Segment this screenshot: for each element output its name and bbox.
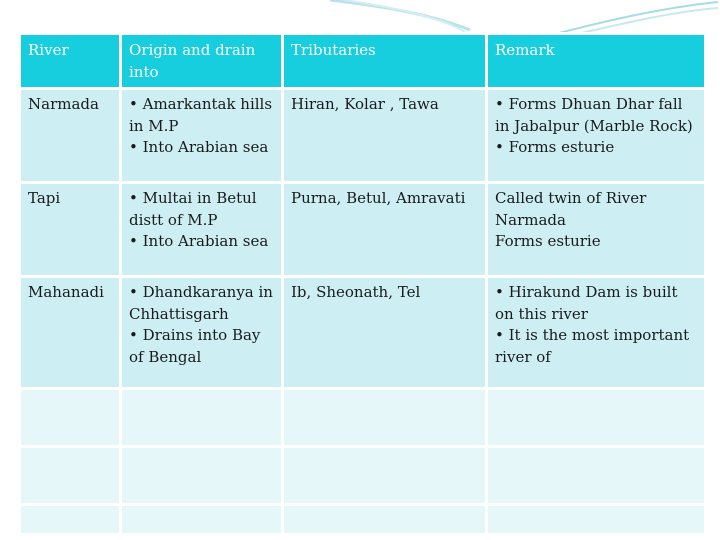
origin-cell <box>121 277 283 389</box>
table-header-row <box>20 34 706 89</box>
origin-line: • Dhandkaranya in Chhattisgarh <box>129 283 273 323</box>
river-name: Mahanadi <box>20 277 121 389</box>
empty-cell <box>283 505 487 535</box>
empty-cell <box>121 447 283 505</box>
empty-cell <box>20 447 121 505</box>
header-origin: Origin and drain into <box>121 34 283 89</box>
empty-cell <box>121 389 283 447</box>
origin-line: • Amarkantak hills in M.P <box>129 95 273 135</box>
remark-cell <box>487 89 706 183</box>
remark-line: • It is the most important river of <box>495 326 690 366</box>
empty-row <box>20 389 706 447</box>
empty-cell <box>283 447 487 505</box>
remark-cell <box>487 183 706 277</box>
empty-cell <box>487 447 706 505</box>
header-tributaries: Tributaries <box>283 34 487 89</box>
empty-cell <box>487 389 706 447</box>
remark-cell <box>487 277 706 389</box>
table-row <box>20 277 706 389</box>
rivers-table <box>18 32 707 536</box>
origin-line: • Drains into Bay of Bengal <box>129 326 261 366</box>
empty-row <box>20 447 706 505</box>
remark-line: • Hirakund Dam is built on this river <box>495 283 678 323</box>
table-row <box>20 183 706 277</box>
empty-cell <box>20 389 121 447</box>
origin-cell <box>121 89 283 183</box>
river-name: Narmada <box>20 89 121 183</box>
header-remark: Remark <box>487 34 706 89</box>
empty-cell <box>487 505 706 535</box>
remark-line: Called twin of River Narmada <box>495 189 647 229</box>
header-river: River <box>20 34 121 89</box>
empty-cell <box>283 389 487 447</box>
origin-line: • Into Arabian sea <box>129 232 269 250</box>
remark-line: Forms esturie <box>495 232 601 250</box>
origin-line: • Into Arabian sea <box>129 138 269 156</box>
empty-cell <box>121 505 283 535</box>
tributaries-cell: Purna, Betul, Amravati <box>283 183 487 277</box>
table-row <box>20 89 706 183</box>
remark-line: • Forms esturie <box>495 138 615 156</box>
origin-line: • Multai in Betul distt of M.P <box>129 189 257 229</box>
empty-row <box>20 505 706 535</box>
tributaries-cell: Hiran, Kolar , Tawa <box>283 89 487 183</box>
river-name: Tapi <box>20 183 121 277</box>
empty-cell <box>20 505 121 535</box>
tributaries-cell: Ib, Sheonath, Tel <box>283 277 487 389</box>
origin-cell <box>121 183 283 277</box>
remark-line: • Forms Dhuan Dhar fall in Jabalpur (Marble Rock) <box>495 95 693 135</box>
